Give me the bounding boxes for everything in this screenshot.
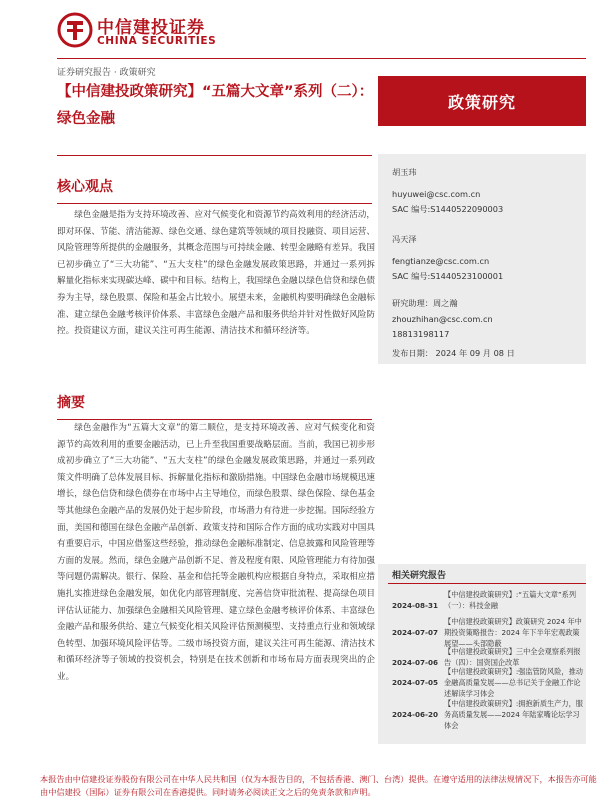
key-points-paragraph: 绿色金融是指为支持环境改善、应对气候变化和资源节约高效利用的经济活动，即对环保、节能、清洁能源、绿色交通、绿色建筑等领域的项目投融资、项目运营、风险管理等所提供的金融服务，其概念范围与可持续金融、转型金融略有差异。我国已初步确立了“三大功能”、“五大支柱”的绿色金融发展政策思路，并通过一系列拆解量化指标来实现碳达峰、碳中和目标。结构上，我国绿色金融以绿色信贷和绿色债券为主导，绿色股票、保险和基金占比较小。展望未来，金融机构要明确绿色金融标准、建立绿色金融考核评价体系、丰富绿色金融产品和服务供给并针对性做好风险防控。投资建议方面，建议关注可再生能源、清洁技术和循环经济等。 [57,210,375,337]
report-category: 证券研究报告 · 政策研究 [57,68,156,78]
assistant-label: 研究助理：周之瀚 [392,298,458,308]
related-divider [388,583,586,584]
report-title: 【中信建投政策研究】“五篇大文章”系列（二）：绿色金融 [57,84,374,127]
brand-name-en: CHINA SECURITIES [97,35,217,47]
related-report-title[interactable]: 【中信建投政策研究】政策研究 2024 年中期投资策略报告：2024 年下半年宏观政策展望——头部隐蔽 [444,617,582,648]
related-report-date: 2024-07-07 [392,628,438,637]
key-points-underline [57,203,372,204]
analyst-email[interactable]: huyuwei@csc.com.cn [392,188,481,199]
analyst-sac: SAC 编号:S1440522090003 [392,204,504,214]
analyst-name: 冯天泽 [392,234,417,244]
summary-paragraph: 绿色金融作为“五篇大文章”的第二顺位，是支持环境改善、应对气候变化和资源节约高效利用的重要金融活动，已上升至我国重要战略层面。当前，我国已初步形成初步确立了“三大功能”、“五大支柱”的绿色金融发展政策思路，并通过一系列政策文件明确了总体发展目标、拆解量化指标和激励措施。中国绿色金融市场规模迅速增长，绿色信贷和绿色债券在市场中占主导地位，而绿色股票、绿色保险、绿色基金等其他绿色金融产品的发展仍处于起步阶段，市场潜力有待进一步挖掘。国际经验方面，美国和德国在绿色金融产品创新、政策支持和国际合作方面的成功实践对中国具有重要启示，中国应借鉴这些经验，推动绿色金融标准制定、信息披露和风险管理等方面的发展。然而，绿色金融产品创新不足、普及程度有限、风险管理能力有待加强等问题仍需解决。银行、保险、基金和信托等金融机构应根据自身特点，采取相应措施扎实推进绿色金融发展，如优化内部管理制度、完善信贷审批流程、提高绿色项目评估认证能力、加强绿色金融相关风险管理、建立绿色金融考核评价体系、丰富绿色金融产品和服务供给、建立气候变化相关风险评估预测模型、支持重点行业和领域绿色转型、加强环境风险评估等。二级市场投资方面，建议关注可再生能源、清洁技术和循环经济等子领域的投资机会，特别是在技术创新和市场布局方面表现突出的企业。 [57,423,375,682]
assistant-phone: 18813198117 [392,329,450,339]
related-report-title[interactable]: 【中信建投政策研究】:“五篇大文章”系列（一）：科技金融 [444,590,577,610]
disclaimer: 本报告由中信建投证券股份有限公司在中华人民共和国（仅为本报告目的，不包括香港、澳门、台湾）提供。在遵守适用的法律法规情况下，本报告亦可能由中信建投（国际）证券有限公司在香港提供。同时请务必阅读正文之后的免责条款和声明。 [40,774,597,797]
related-heading: 相关研究报告 [392,571,447,581]
related-report-title[interactable]: 【中信建投政策研究】三中全会观察系列报告（四）：国资国企改革 [444,647,581,667]
related-report-date: 2024-07-06 [392,658,438,667]
side-banner: 政策研究 [378,76,586,126]
assistant-email[interactable]: zhouzhihan@csc.com.cn [392,313,493,324]
analyst-sac: SAC 编号:S1440523100001 [392,271,504,281]
analyst-name: 胡玉玮 [392,167,417,177]
analyst-2 [392,232,503,285]
related-report-date: 2024-08-31 [392,601,438,610]
research-assistant [392,296,515,361]
title-divider [57,155,372,156]
analyst-email[interactable]: fengtianze@csc.com.cn [392,255,490,266]
summary-heading [57,392,372,420]
header-divider [57,58,586,59]
key-points-heading [57,176,372,204]
related-report-date: 2024-07-05 [392,678,438,687]
related-report-title[interactable]: 【中信建投政策研究】:强监管防风险，推动金融高质量发展——总书记关于金融工作论述解读学习体会 [444,667,583,698]
related-report-date: 2024-06-20 [392,710,438,719]
citic-logo-icon [57,12,93,48]
summary-heading-text: 摘要 [57,395,85,411]
brand-name-cn: 中信建投证券 [97,18,205,38]
company-logo [57,10,227,50]
key-points-heading-text: 核心观点 [57,179,113,195]
related-report-title[interactable]: 【中信建投政策研究】:拥抱新质生产力，服务高质量发展——2024 年陆家嘴论坛学习体会 [444,699,583,730]
publish-date: 发布日期： 2024 年 09 月 08 日 [392,347,515,358]
analyst-1 [392,165,503,218]
